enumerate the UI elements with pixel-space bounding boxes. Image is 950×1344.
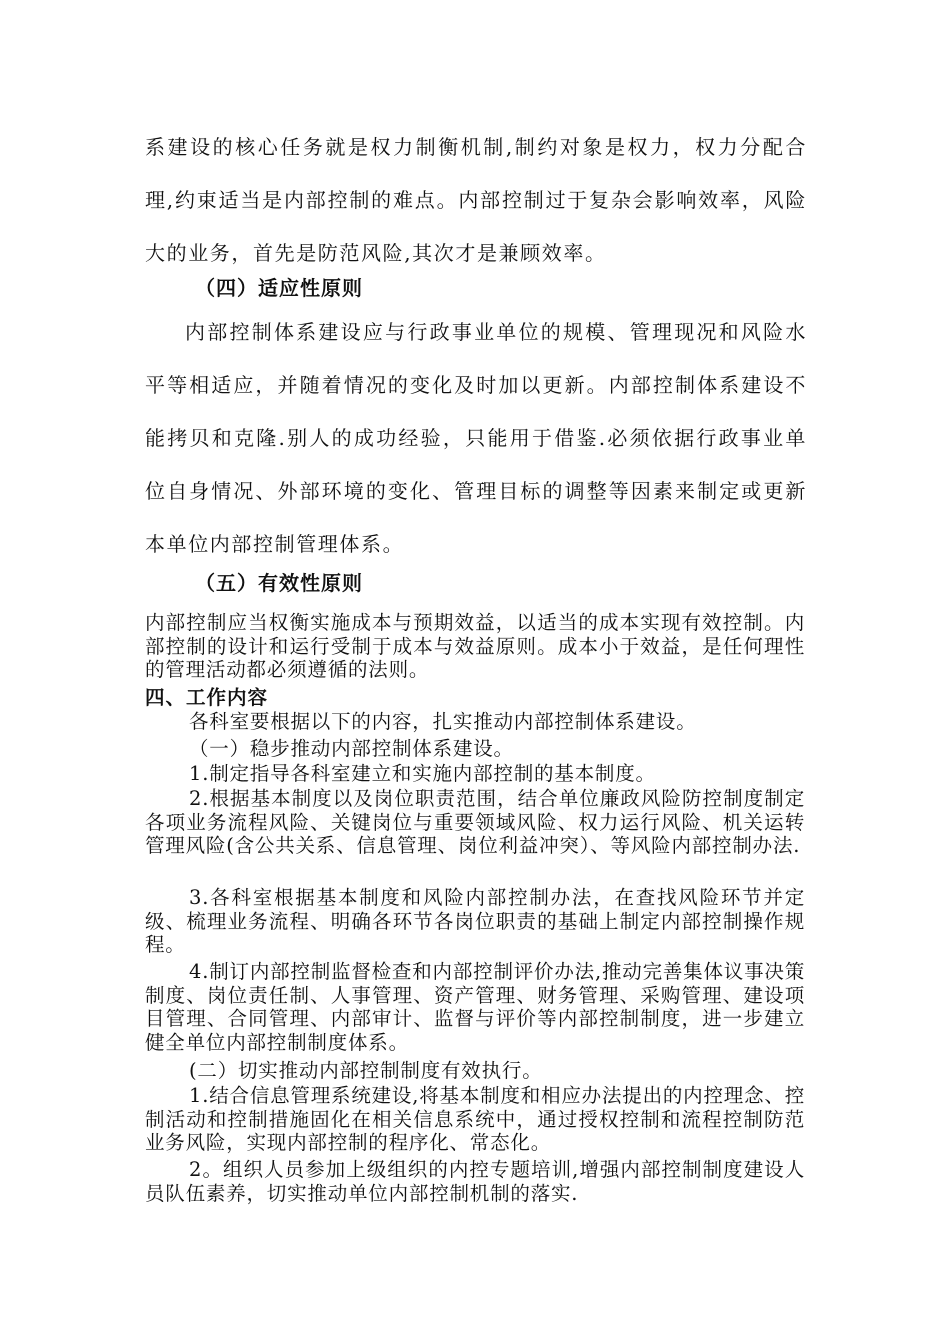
list-item-2-1: 1.结合信息管理系统建设,将基本制度和相应办法提出的内控理念、控制活动和控制措施固化在相关信息系统中，通过授权控制和流程控制防范业务风险，实现内部控制的程序化、常态化。 [145,1084,805,1154]
paragraph-work-intro: 各科室要根据以下的内容，扎实推动内部控制体系建设。 [189,710,697,733]
heading-adaptability-principle: （四）适应性原则 [195,276,363,300]
subheading-effective-execution: (二）切实推动内部控制制度有效执行。 [189,1059,543,1082]
list-item-1-3: 3.各科室根据基本制度和风险内部控制办法，在查找风险环节并定级、梳理业务流程、明确各环节各岗位职责的基础上制定内部控制操作规程。 [145,886,805,956]
list-item-1-2: 2.根据基本制度以及岗位职责范围，结合单位廉政风险防控制度制定各项业务流程风险、关键岗位与重要领域风险、权力运行风险、机关运转管理风险(含公共关系、信息管理、岗位利益冲突）、等风险内部控制办法. [145,787,805,857]
list-item-1-4: 4.制订内部控制监督检查和内部控制评价办法,推动完善集体议事决策制度、岗位责任制、人事管理、资产管理、财务管理、采购管理、建设项目管理、合同管理、内部审计、监督与评价等内部控制制度，进一步建立健全单位内部控制制度体系。 [145,960,805,1054]
list-item-1-1: 1.制定指导各科室建立和实施内部控制的基本制度。 [189,762,656,785]
heading-work-content: 四、工作内容 [145,686,269,709]
heading-effectiveness-principle: （五）有效性原则 [195,571,363,595]
paragraph-adaptability-principle: 内部控制体系建设应与行政事业单位的规模、管理现况和风险水平等相适应，并随着情况的变化及时加以更新。内部控制体系建设不能拷贝和克隆.别人的成功经验，只能用于借鉴.必须依据行政事业单位自身情况、外部环境的变化、管理目标的调整等因素来制定或更新本单位内部控制管理体系。 [145,320,807,556]
list-item-2-2: 2。组织人员参加上级组织的内控专题培训,增强内部控制制度建设人员队伍素养，切实推动单位内部控制机制的落实. [145,1158,805,1205]
paragraph-effectiveness-principle: 内部控制应当权衡实施成本与预期效益，以适当的成本实现有效控制。内部控制的设计和运行受制于成本与效益原则。成本小于效益，是任何理性的管理活动都必须遵循的法则。 [145,611,805,681]
paragraph-principle-continuation: 系建设的核心任务就是权力制衡机制,制约对象是权力，权力分配合理,约束适当是内部控制的难点。内部控制过于复杂会影响效率，风险大的业务，首先是防范风险,其次才是兼顾效率。 [145,135,807,265]
subheading-system-building: （一）稳步推动内部控制体系建设。 [189,737,514,760]
